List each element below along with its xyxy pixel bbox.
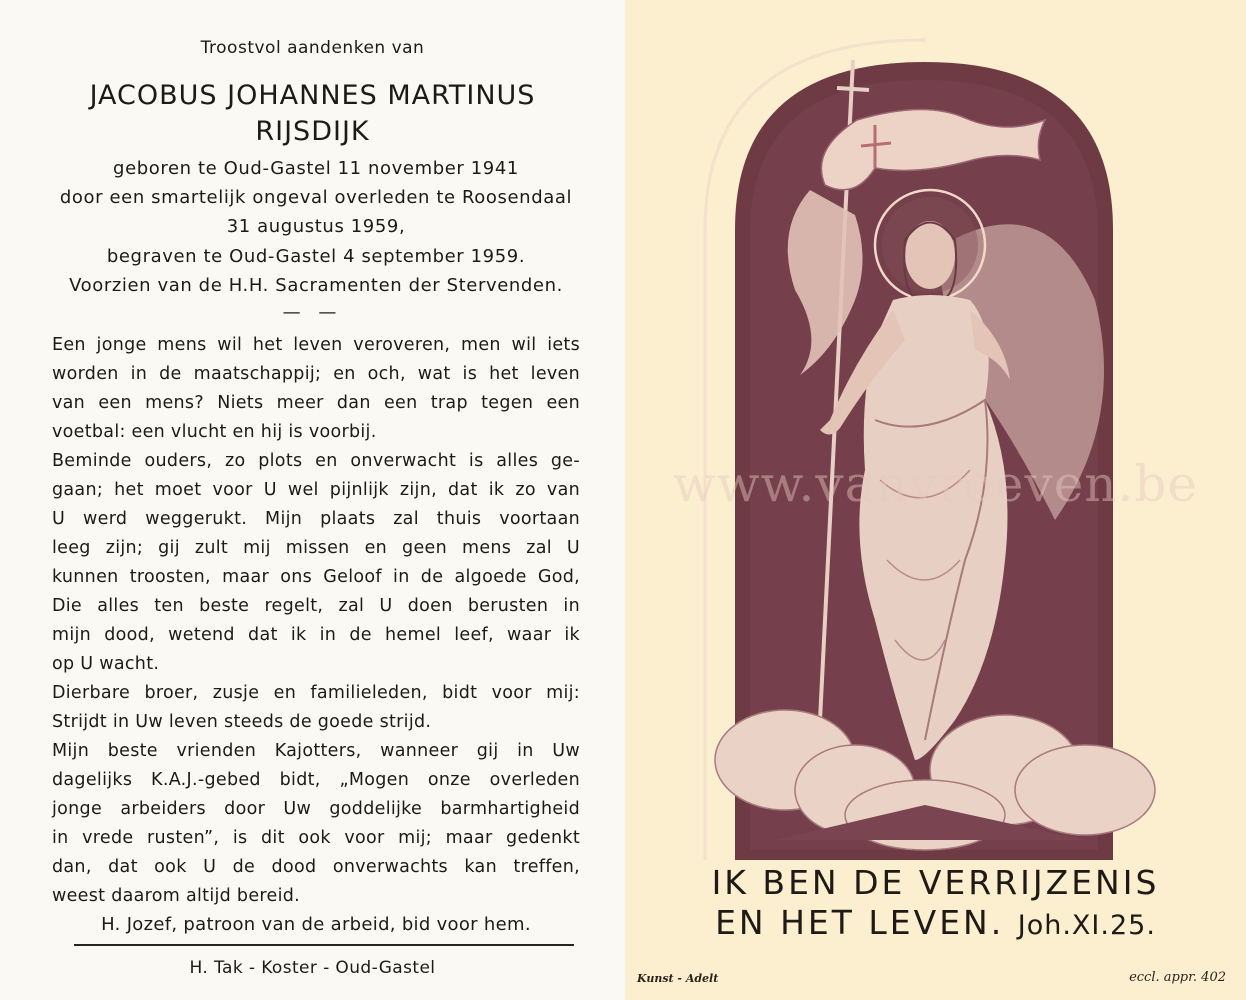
card-intro: Troostvol aandenken van: [200, 38, 425, 58]
message-line: dan, dat ook U de dood onverwachts kan treffen,: [52, 857, 580, 877]
scripture-reference: Joh.XI.25.: [1017, 910, 1156, 941]
memorial-card-image-side: [625, 0, 1246, 1000]
message-line: weest daarom altijd bereid.: [52, 886, 300, 906]
message-line: voetbal: een vlucht en hij is voorbij.: [52, 422, 377, 442]
message-line: van een mens? Niets meer dan een trap tegen een: [52, 393, 580, 413]
message-line: Mijn beste vrienden Kajotters, wanneer gij in Uw: [52, 741, 580, 761]
message-line: dagelijks K.A.J.-gebed bidt, „Mogen onze overleden: [52, 770, 580, 790]
death-info: door een smartelijk ongeval overleden te Roosendaal: [59, 187, 573, 208]
message-line: Die alles ten beste regelt, zal U doen berusten in: [52, 596, 580, 616]
message-line: gaan; het moet voor U wel pijnlijk zijn, dat ik zo van: [52, 480, 580, 500]
message-line: jonge arbeiders door Uw goddelijke barmhartigheid: [52, 799, 580, 819]
message-line: Beminde ouders, zo plots en onverwacht is alles ge-: [52, 451, 580, 471]
artist-credit: Kunst - Adelt: [637, 972, 719, 985]
sacraments-info: Voorzien van de H.H. Sacramenten der Stervenden.: [69, 275, 563, 296]
message-line: leeg zijn; gij zult mij missen en geen mens zal U: [52, 538, 580, 558]
divider-rule: [74, 944, 574, 946]
resurrection-illustration: [625, 0, 1246, 860]
burial-info: begraven te Oud-Gastel 4 september 1959.: [106, 246, 526, 267]
message-line: worden in de maatschappij; en och, wat is het leven: [52, 364, 580, 384]
watermark: www.vanvroeven.be: [673, 455, 1198, 513]
message-line: Dierbare broer, zusje en familieleden, bidt voor mij:: [52, 683, 580, 703]
birth-info: geboren te Oud-Gastel 11 november 1941: [113, 158, 519, 179]
message-line: Een jonge mens wil het leven veroveren, men wil iets: [52, 335, 580, 355]
message-line: op U wacht.: [52, 654, 160, 674]
motto-line2: [625, 903, 1246, 942]
motto-line2-text: EN HET LEVEN.: [715, 903, 1005, 942]
closing-prayer: H. Jozef, patroon van de arbeid, bid voor hem.: [101, 914, 531, 935]
deceased-name-line2: RIJSDIJK: [255, 116, 370, 147]
motto-line1: IK BEN DE VERRIJZENIS: [711, 863, 1160, 902]
message-line: kunnen troosten, maar ons Geloof in de algoede God,: [52, 567, 580, 587]
death-date: 31 augustus 1959,: [226, 216, 406, 237]
ecclesiastical-approval: eccl. appr. 402: [1129, 970, 1226, 985]
separator: — —: [282, 302, 343, 323]
message-line: mijn dood, wetend dat ik in de hemel leef, waar ik: [52, 625, 580, 645]
printer-credit: H. Tak - Koster - Oud-Gastel: [189, 958, 436, 978]
deceased-name-line1: JACOBUS JOHANNES MARTINUS: [89, 80, 536, 111]
message-line: in vrede rusten”, is dit ook voor mij; maar gedenkt: [52, 828, 580, 848]
message-line: Strijdt in Uw leven steeds de goede strijd.: [52, 712, 432, 732]
message-line: U werd weggerukt. Mijn plaats zal thuis voortaan: [52, 509, 580, 529]
